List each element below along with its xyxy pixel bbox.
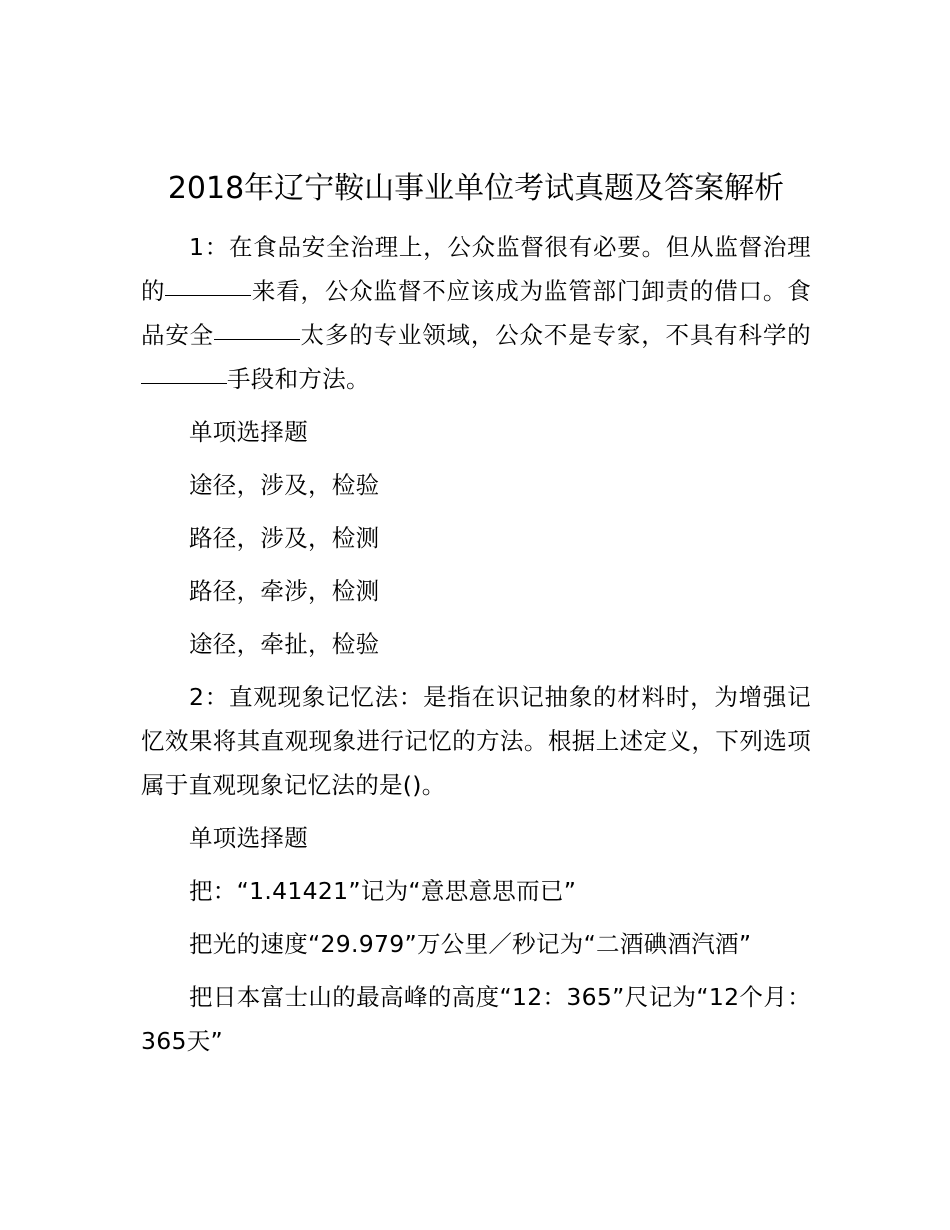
question-1-option-4: 途径，牵扯，检验 (189, 630, 380, 658)
question-1-text-d: 手段和方法。 (227, 365, 370, 393)
document-title: 2018年辽宁鞍山事业单位考试真题及答案解析 (167, 171, 785, 206)
question-1-text-b: 来看，公众监督不应该成为监管部门卸责的借口。食品安全 (141, 277, 811, 349)
question-1-stem (141, 225, 811, 401)
fill-blank-1 (165, 294, 251, 296)
fill-blank-2 (214, 338, 300, 340)
question-2-type: 单项选择题 (189, 824, 308, 852)
question-1-text-c: 太多的专业领域，公众不是专家，不具有科学的 (300, 321, 811, 349)
question-2-option-1: 把：“1.41421”记为“意思意思而已” (189, 877, 577, 905)
question-1-option-2: 路径，涉及，检测 (189, 524, 380, 552)
question-1-option-1: 途径，涉及，检验 (189, 471, 380, 499)
question-2-option-3: 把日本富士山的最高峰的高度“12：365”尺记为“12个月：365天” (141, 983, 811, 1055)
question-2-option-2: 把光的速度“29.979”万公里／秒记为“二酒碘酒汽酒” (189, 930, 752, 958)
question-1-option-3: 路径，牵涉，检测 (189, 577, 380, 605)
fill-blank-3 (141, 382, 227, 384)
question-1-type: 单项选择题 (189, 418, 308, 446)
question-1-text-a: 1：在食品安全治理上，公众监督很有必要。但从监督治理的 (141, 233, 811, 305)
question-2-stem: 2：直观现象记忆法：是指在识记抽象的材料时，为增强记忆效果将其直观现象进行记忆的方法。根据上述定义，下列选项属于直观现象记忆法的是()。 (141, 683, 811, 799)
document-page (141, 168, 811, 1072)
